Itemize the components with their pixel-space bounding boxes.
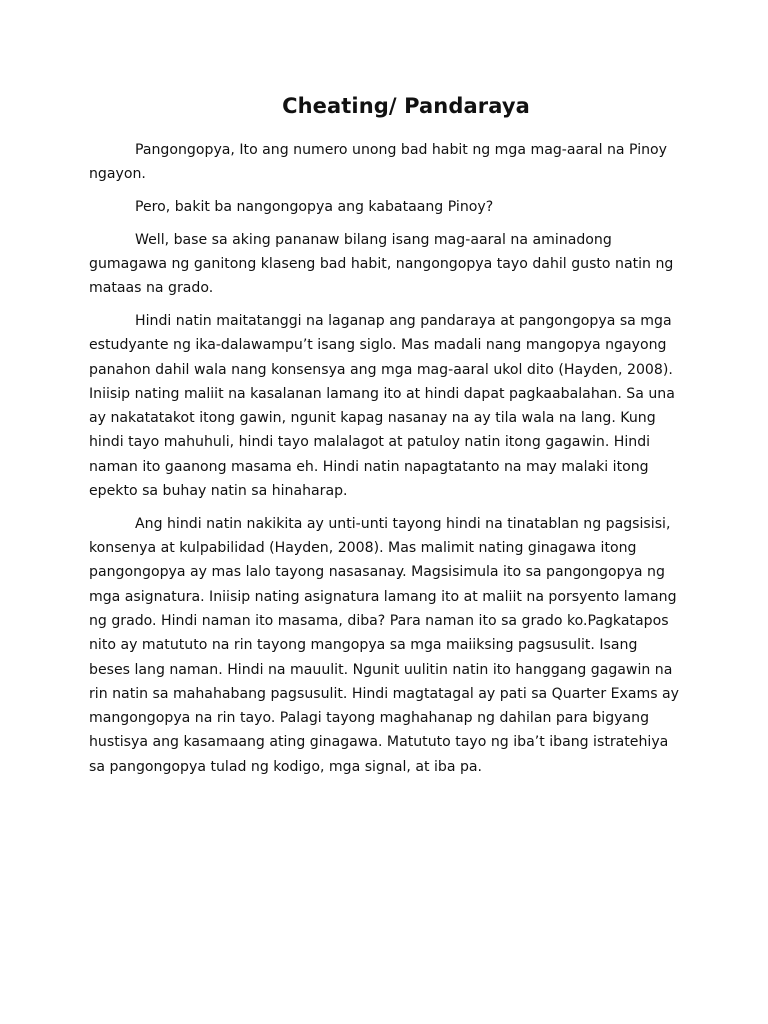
paragraph-line: konsenya at kulpabilidad (Hayden, 2008). Mas malimit nating ginagawa itong [89,540,637,557]
paragraph-line: rin natin sa mahahabang pagsusulit. Hindi magtatagal ay pati sa Quarter Exams ay [89,685,680,702]
document-body [89,138,709,787]
paragraph-line: ay nakatatakot itong gawin, ngunit kapag nasanay na ay tila wala na lang. Kung [89,410,656,427]
paragraph-line: Well, base sa aking pananaw bilang isang mag-aaral na aminadong [135,231,612,248]
paragraph-5 [89,512,709,779]
paragraph-1 [89,138,709,187]
paragraph-line: panahon dahil wala nang konsensya ang mga mag-aaral ukol dito (Hayden, 2008). [89,361,673,378]
paragraph-line: Pero, bakit ba nangongopya ang kabataang Pinoy? [135,198,494,215]
paragraph-3 [89,228,709,301]
paragraph-line: hindi tayo mahuhuli, hindi tayo malalagot at patuloy natin itong gagawin. Hindi [89,434,651,451]
paragraph-2 [89,195,709,219]
paragraph-line: mga asignatura. Iniisip nating asignatura lamang ito at maliit na porsyento lamang [89,588,677,605]
paragraph-line: epekto sa buhay natin sa hinaharap. [89,483,348,500]
paragraph-line: nito ay matututo na rin tayong mangopya sa mga maiiksing pagsusulit. Isang [89,637,638,654]
paragraph-line: Hindi natin maitatanggi na laganap ang pandaraya at pangongopya sa mga [135,312,672,329]
paragraph-line: naman ito gaanong masama eh. Hindi natin napagtatanto na may malaki itong [89,458,649,475]
paragraph-line: ngayon. [89,166,146,183]
paragraph-line: hustisya ang kasamaang ating ginagawa. Matututo tayo ng iba’t ibang istratehiya [89,734,669,751]
paragraph-line: gumagawa ng ganitong klaseng bad habit, nangongopya tayo dahil gusto natin ng [89,255,674,272]
paragraph-line: mataas na grado. [89,280,214,297]
paragraph-line: Ang hindi natin nakikita ay unti-unti tayong hindi na tinatablan ng pagsisisi, [135,515,671,532]
paragraph-line: ng grado. Hindi naman ito masama, diba? Para naman ito sa grado ko.Pagkatapos [89,612,669,629]
paragraph-line: pangongopya ay mas lalo tayong nasasanay. Magsisimula ito sa pangongopya ng [89,564,665,581]
paragraph-4 [89,309,709,503]
paragraph-line: beses lang naman. Hindi na mauulit. Ngunit uulitin natin ito hanggang gagawin na [89,661,673,678]
paragraph-line: Iniisip nating maliit na kasalanan lamang ito at hindi dapat pagkaabalahan. Sa una [89,385,675,402]
paragraph-line: Pangongopya, Ito ang numero unong bad habit ng mga mag-aaral na Pinoy [135,142,668,158]
paragraph-line: estudyante ng ika-dalawampu’t isang siglo. Mas madali nang mangopya ngayong [89,337,667,354]
paragraph-line: sa pangongopya tulad ng kodigo, mga signal, at iba pa. [89,758,483,775]
document-title: Cheating/ Pandaraya [282,94,530,118]
paragraph-line: mangongopya na rin tayo. Palagi tayong maghahanap ng dahilan para bigyang [89,710,650,727]
